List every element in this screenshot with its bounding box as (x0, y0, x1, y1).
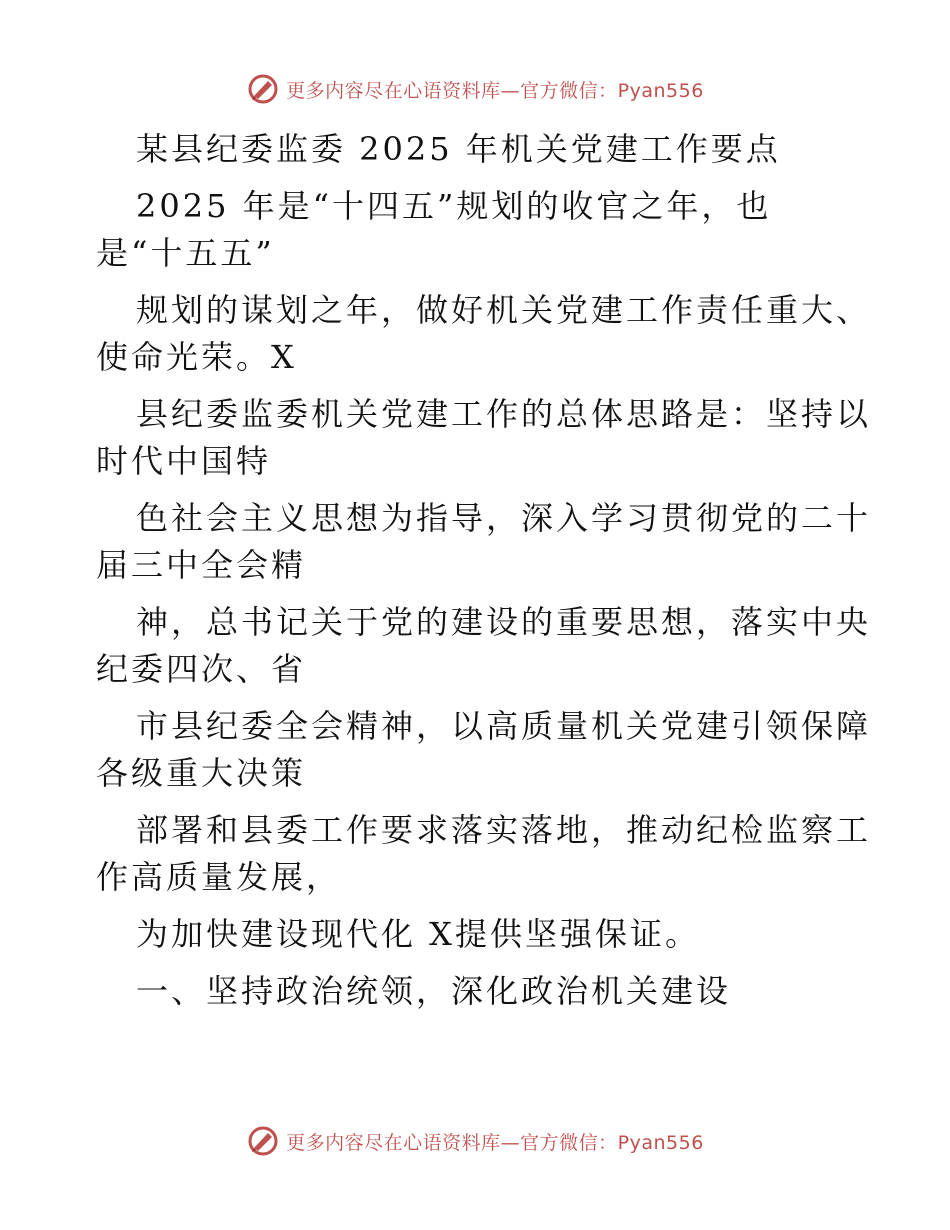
paragraph-line: 某县纪委监委 2025 年机关党建工作要点 (136, 130, 781, 168)
paragraph-line-wrap: 作高质量发展， (96, 858, 342, 896)
paragraph-line: 2025 年是“十四五”规划的收官之年，也 (136, 187, 772, 225)
watermark-footer (0, 1124, 950, 1158)
paragraph (96, 287, 872, 381)
paragraph-line: 部署和县委工作要求落实落地，推动纪检监察工 (136, 811, 872, 849)
paragraph (96, 911, 856, 958)
paragraph (96, 391, 872, 485)
paragraph-line-wrap: 时代中国特 (96, 442, 272, 480)
watermark-text: 更多内容尽在心语资料库—官方微信：Pyan556 (286, 1131, 704, 1154)
document-title (96, 126, 856, 173)
paragraph (96, 495, 872, 589)
paragraph-line: 市县纪委全会精神，以高质量机关党建引领保障 (136, 707, 872, 745)
pen-logo-icon (246, 1124, 280, 1158)
document-body (96, 126, 872, 1025)
pen-logo-icon (246, 72, 280, 106)
paragraph-line: 规划的谋划之年，做好机关党建工作责任重大、 (136, 291, 872, 329)
paragraph-line-wrap: 是“十五五” (96, 234, 275, 272)
section-heading (96, 968, 856, 1015)
paragraph (96, 703, 872, 797)
paragraph-line: 县纪委监委机关党建工作的总体思路是：坚持以 (136, 395, 872, 433)
paragraph-line: 神，总书记关于党的建设的重要思想，落实中央 (136, 603, 872, 641)
watermark-text: 更多内容尽在心语资料库—官方微信：Pyan556 (286, 79, 704, 102)
paragraph-line-wrap: 纪委四次、省 (96, 650, 307, 688)
paragraph-line-wrap: 使命光荣。X (96, 338, 297, 376)
paragraph (96, 183, 856, 277)
paragraph-line-wrap: 各级重大决策 (96, 754, 307, 792)
paragraph (96, 807, 872, 901)
paragraph-line: 为加快建设现代化 X提供坚强保证。 (136, 915, 700, 953)
paragraph-line: 一、坚持政治统领，深化政治机关建设 (136, 972, 732, 1010)
paragraph-line-wrap: 届三中全会精 (96, 546, 307, 584)
paragraph-line: 色社会主义思想为指导，深入学习贯彻党的二十 (136, 499, 872, 537)
watermark-header (0, 72, 950, 106)
paragraph (96, 599, 872, 693)
